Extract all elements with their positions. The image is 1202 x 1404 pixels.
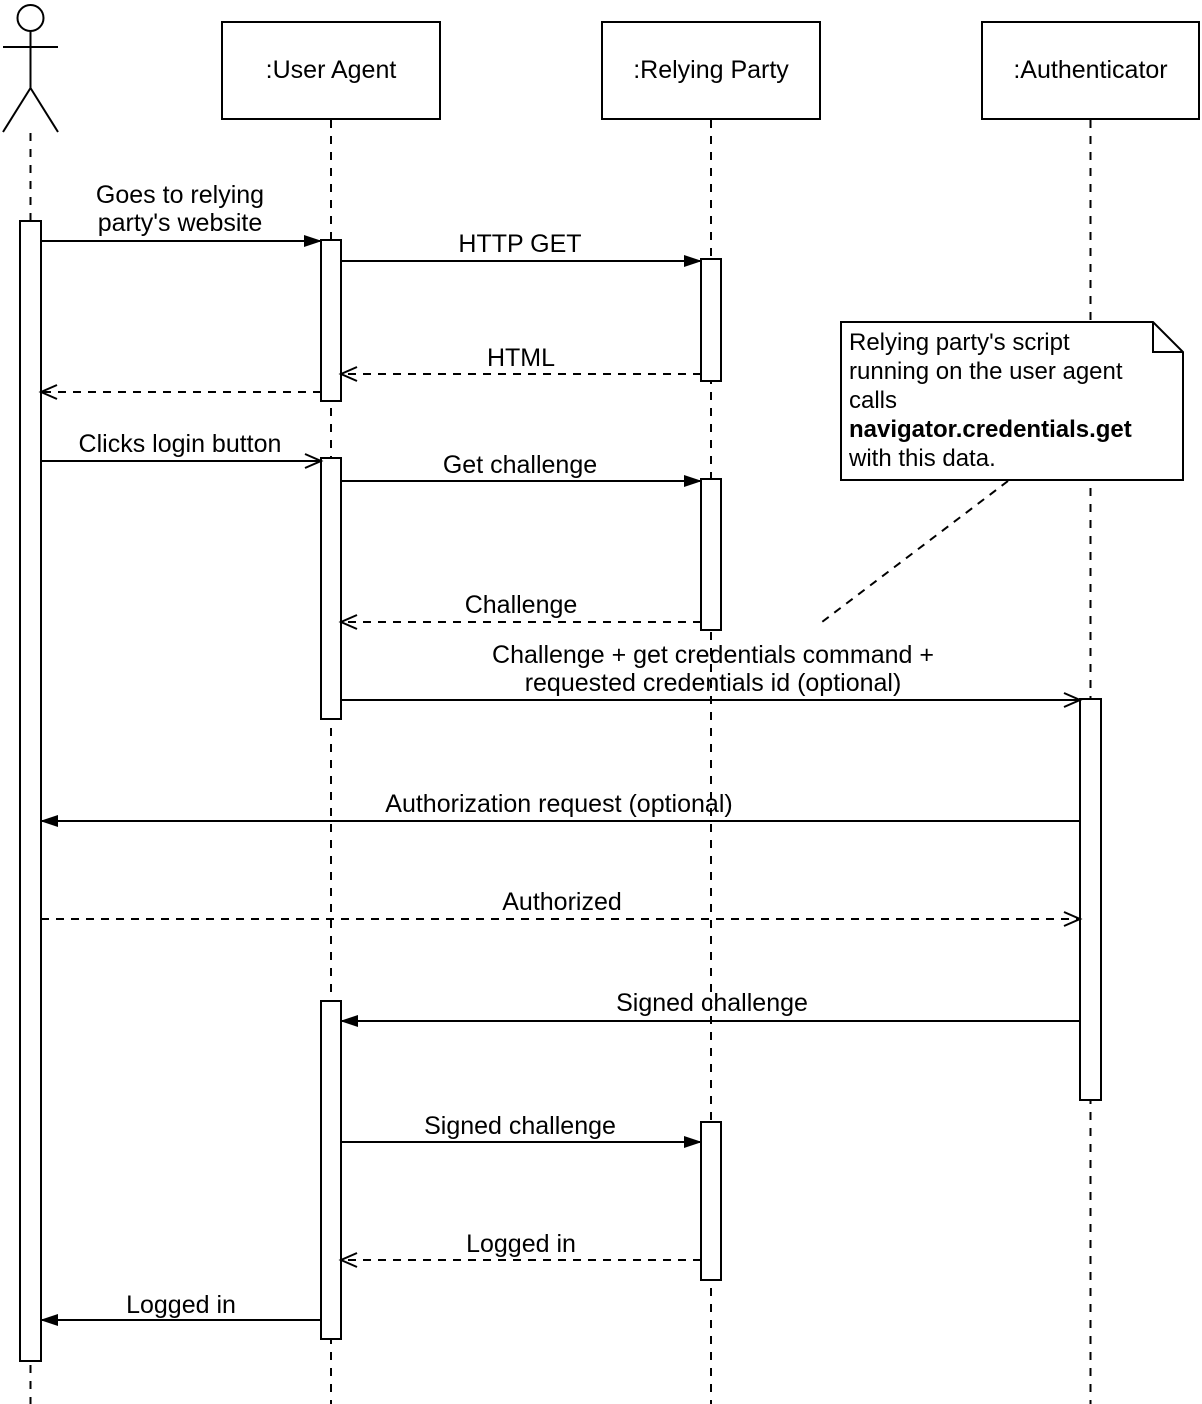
activation-relying-party-3: [701, 1122, 721, 1280]
message-label-clicks-login: Clicks login button: [78, 430, 282, 458]
note-line: with this data.: [849, 445, 996, 472]
message-label-challenge: Challenge: [464, 591, 578, 619]
activation-user: [20, 221, 41, 1361]
message-label-http-get: HTTP GET: [458, 230, 582, 258]
message-label-logged-in-to-ua: Logged in: [466, 1230, 576, 1258]
lifelines: [31, 120, 1091, 1404]
activation-authenticator: [1080, 699, 1101, 1100]
activation-relying-party-1: [701, 259, 721, 381]
note-line-bold: navigator.credentials.get: [849, 416, 1132, 443]
message-label-signed-challenge-to-rp: Signed challenge: [424, 1112, 616, 1140]
actor-figure-icon: [3, 5, 58, 132]
participant-relying-party-label: :Relying Party: [633, 56, 789, 84]
note-line: Relying party's script: [849, 329, 1070, 356]
participant-relying-party: [601, 21, 821, 120]
participant-authenticator-label: :Authenticator: [1013, 56, 1168, 84]
activation-relying-party-2: [701, 479, 721, 630]
message-label-authorized: Authorized: [502, 888, 622, 916]
participant-authenticator: [981, 21, 1200, 120]
message-label-challenge-get-credentials: Challenge + get credentials command + requested credentials id (optional): [492, 641, 934, 697]
message-label-goes-to-website: Goes to relying party's website: [95, 181, 265, 237]
note-line: running on the user agent: [849, 358, 1123, 385]
note-relying-party-script: [849, 328, 1183, 473]
message-label-signed-challenge-to-ua: Signed challenge: [616, 989, 808, 1017]
message-label-logged-in-to-user: Logged in: [126, 1291, 236, 1319]
message-label-authorization-request: Authorization request (optional): [385, 790, 733, 818]
participant-user-agent-label: :User Agent: [265, 56, 397, 84]
participant-user-agent: [221, 21, 441, 120]
note-line: calls: [849, 387, 898, 414]
activation-user-agent-3: [321, 1001, 341, 1339]
message-label-html: HTML: [486, 344, 556, 372]
activation-user-agent-2: [321, 458, 341, 719]
activation-user-agent-1: [321, 240, 341, 401]
message-label-get-challenge: Get challenge: [442, 451, 598, 479]
note-connector-line: [822, 481, 1008, 622]
